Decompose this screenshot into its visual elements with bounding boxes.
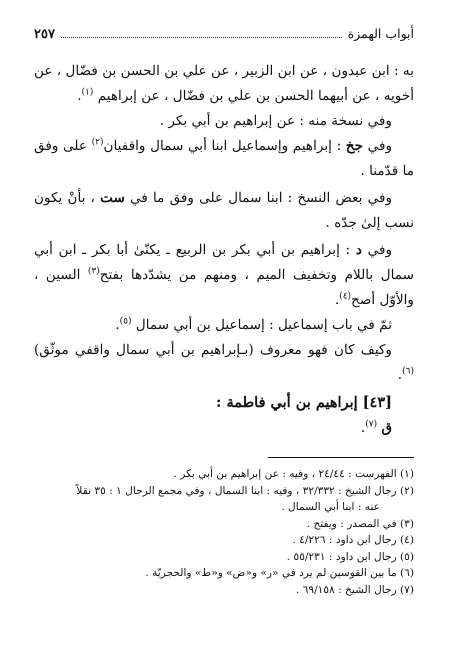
section-title: أبواب الهمزة bbox=[347, 26, 414, 41]
source-abbrev-st: ست bbox=[100, 190, 125, 206]
footnotes bbox=[34, 466, 414, 598]
paragraph-8: ق $^{(٧)}$. bbox=[360, 419, 392, 436]
footnote-ref-4: (٤) bbox=[339, 291, 352, 302]
footnote-7: (٧) رجال الشيخ : ٦٩/١٥٨ . bbox=[295, 583, 414, 596]
paragraph-5: وفي د : إبراهيم بن أبي بكر بن الربيع ـ يكنّىٰ أبا بكر ـ ابن أبي سمال باللام وتخفيف الميم ، ومنهم من يشدّدها بفتح$^{(٣)}$ السين ، والأوّل أصح$^{(٤)}$. bbox=[34, 242, 414, 308]
main-text bbox=[34, 59, 414, 441]
footnote-separator bbox=[268, 457, 414, 458]
paragraph-6: ثمّ في باب إسماعيل : إسماعيل بن أبي سمال $^{(٥)}$. bbox=[115, 316, 392, 333]
paragraph-2: وفي نسخة منه : عن إبراهيم بن أبي بكر . bbox=[159, 113, 392, 129]
footnote-ref-1: (١) bbox=[81, 87, 94, 98]
footnote-4: (٤) رجال ابن داود : ٤/٢٢٦ . bbox=[292, 534, 414, 546]
footnote-ref-7: (٧) bbox=[365, 419, 378, 430]
header-leader-dots bbox=[61, 28, 342, 38]
source-abbrev-d: د bbox=[355, 242, 362, 258]
source-abbrev-q: ق bbox=[381, 420, 392, 436]
footnote-ref-3: (٣) bbox=[87, 266, 100, 277]
page-number: ٢٥٧ bbox=[34, 27, 55, 42]
paragraph-7: وكيف كان فهو معروف (بـإبراهيم بن أبي سمال واقفي موثّق) $^{(٦)}$. bbox=[34, 342, 414, 383]
paragraph-3: وفي جخ : إبراهيم وإسماعيل ابنا أبي سمال واقفيان$^{(٢)}$ على وفق ما قدّمنا . bbox=[34, 137, 414, 179]
footnote-6: (٦) ما بين القوسين لم يرد في «ر» و«ض» و«ط» والحجريّة . bbox=[145, 567, 414, 579]
paragraph-1: به : ابن عبدون ، عن ابن الزبير ، عن علي بن الحسن بن فضّال ، عن أخويه ، عن أبيهما الحسن بن علي بن فضّال ، عن إبراهيم $^{(١)}$. bbox=[34, 63, 414, 104]
footnote-ref-6: (٦) bbox=[402, 366, 414, 377]
footnote-2-continued: عنه : ابنا أبي السمال . bbox=[281, 501, 380, 513]
footnote-1: (١) الفهرست : ٢٤/٤٤ ، وفيه : عن إبراهيم بن أبي بكر . bbox=[173, 468, 414, 480]
running-header bbox=[34, 26, 414, 43]
footnote-ref-2: (٢) bbox=[91, 137, 104, 148]
footnote-2: (٢) رجال الشيخ : ٣٢/٣٣٢ ، وفيه : ابنا السمال ، وفي مجمع الرجال ١ : ٣٥ نقلاً bbox=[76, 484, 414, 497]
paragraph-4: وفي بعض النسخ : ابنا سمال على وفق ما في ست ، بأنْ يكون نسب إلىٰ جدّه . bbox=[34, 190, 414, 231]
footnote-5: (٥) رجال ابن داود : ٥٥/٢٣١ . bbox=[286, 550, 414, 563]
footnote-3: (٣) في المصدر : ويفتح . bbox=[306, 517, 414, 530]
entry-heading: [٤٣] إبراهيم بن أبي فاطمة : bbox=[216, 394, 392, 411]
source-abbrev-jkh: جخ bbox=[345, 138, 363, 154]
footnote-ref-5: (٥) bbox=[119, 316, 132, 327]
